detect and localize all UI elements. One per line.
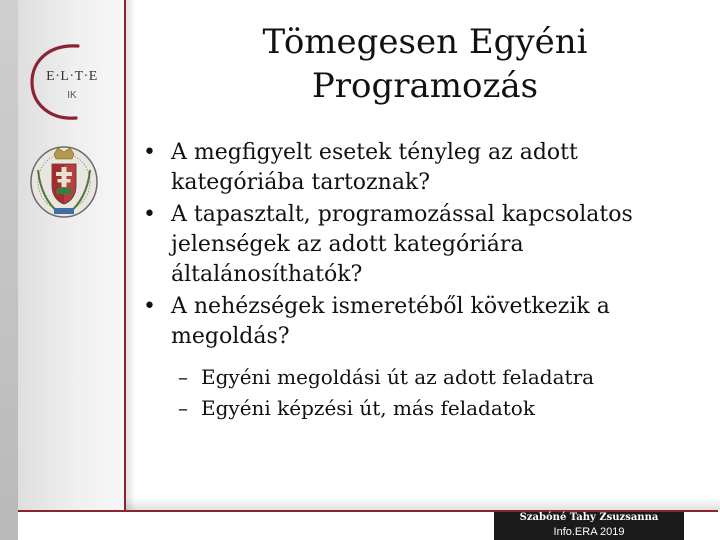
subbullet-marker: –: [178, 396, 188, 420]
title-line-2: Programozás: [311, 66, 539, 106]
bullet-list: [143, 138, 713, 424]
logo-sub: IK: [67, 90, 77, 101]
bullet-text: A tapasztalt, programozással kapcsolatos jelenségek az adott kategóriára általánosíthatók?: [171, 202, 633, 287]
subbullet-item: [143, 393, 713, 424]
university-seal: [28, 140, 100, 220]
logo-letters: E·L·T·E: [46, 69, 98, 84]
bullet-item: [143, 138, 713, 198]
bullet-text: A nehézségek ismeretéből következik a megoldás?: [171, 294, 610, 349]
bullet-marker: •: [143, 140, 156, 165]
subbullet-text: Egyéni képzési út, más feladatok: [201, 396, 535, 420]
subbullet-item: [143, 362, 713, 393]
subbullet-marker: –: [178, 365, 188, 389]
bullet-text: A megfigyelt esetek tényleg az adott kategóriába tartoznak?: [171, 140, 578, 195]
frame-shadow-vertical: [126, 0, 136, 510]
frame-shadow-horizontal: [126, 498, 720, 510]
footer-author: Szabóné Tahy Zsuzsanna: [519, 512, 659, 523]
title-line-1: Tömegesen Egyéni: [262, 22, 588, 62]
sidebar-edge: [0, 0, 18, 540]
accent-line-vertical: [124, 0, 126, 512]
bullet-item: [143, 200, 713, 290]
subbullet-text: Egyéni megoldási út az adott feladatra: [201, 365, 595, 389]
slide-title: [140, 20, 710, 108]
footer-event: Info.ERA 2019: [553, 526, 625, 538]
bullet-marker: •: [143, 294, 156, 319]
bullet-item: [143, 292, 713, 352]
elte-ik-logo: [26, 42, 118, 124]
bullet-marker: •: [143, 202, 156, 227]
